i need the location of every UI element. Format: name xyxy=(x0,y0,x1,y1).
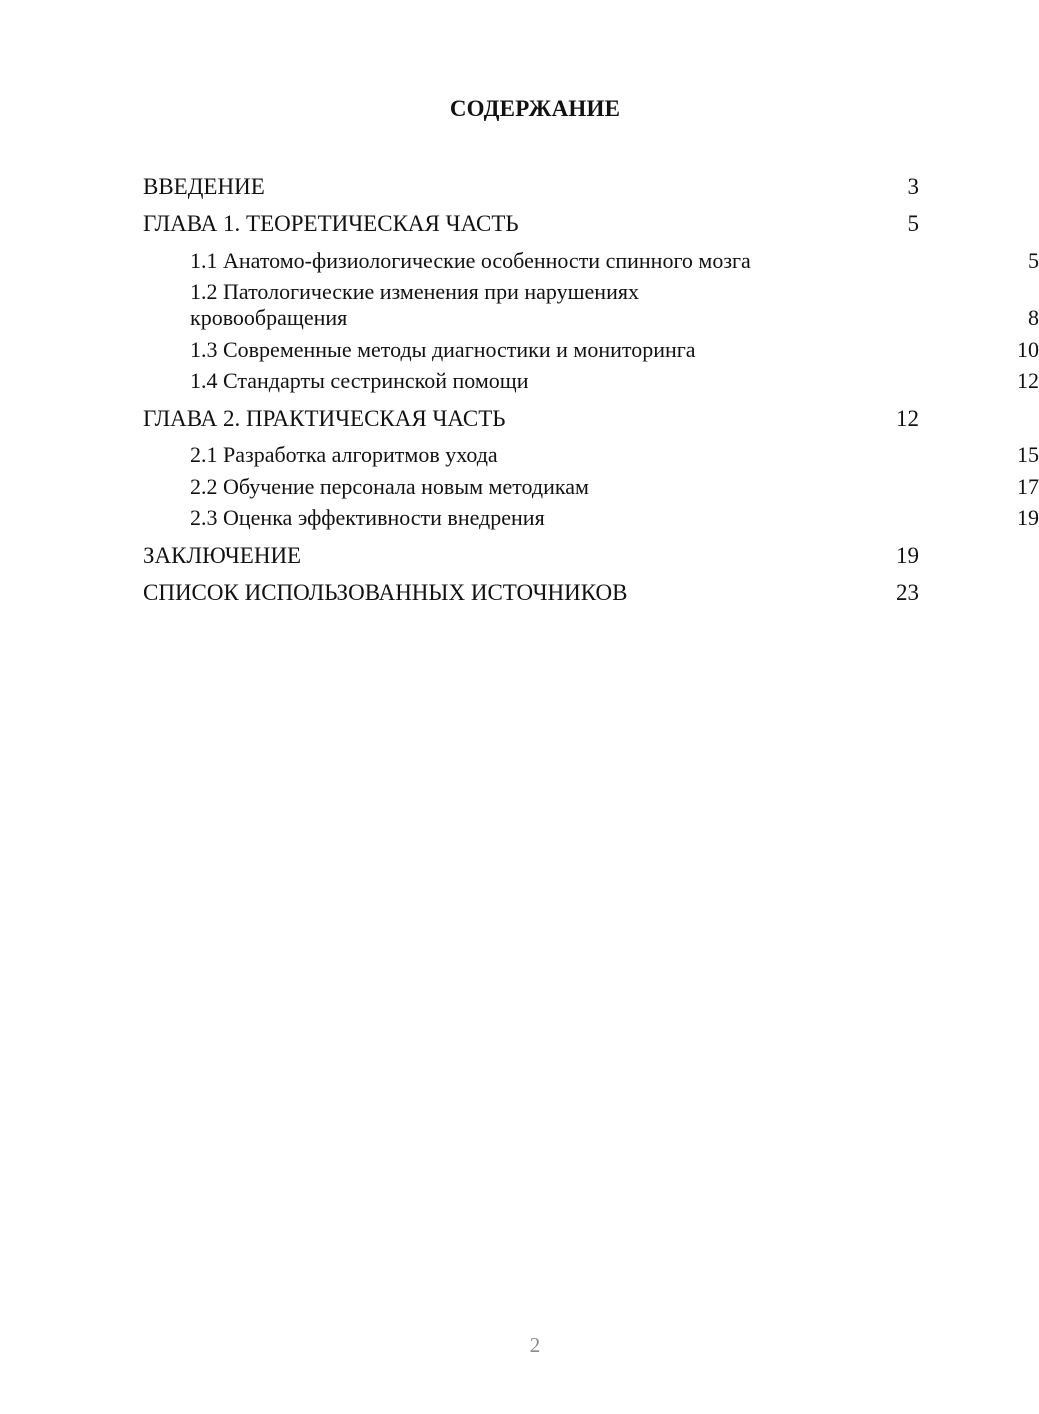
toc-entry-text: 2.2 Обучение персонала новым методикам xyxy=(190,473,589,499)
toc-entry-references xyxy=(143,574,919,611)
toc-entry-section-2-3 xyxy=(143,505,1039,531)
toc-entry-page: 12 xyxy=(896,405,919,431)
toc-entry-page: 12 xyxy=(1017,368,1039,393)
toc-entry-page: 19 xyxy=(896,542,919,568)
toc-entry-page: 19 xyxy=(1017,505,1039,530)
toc-entry-section-1-3 xyxy=(143,336,1039,363)
toc-entry-page: 5 xyxy=(907,211,919,236)
toc-entry-page: 3 xyxy=(907,174,919,199)
toc-title: СОДЕРЖАНИЕ xyxy=(449,96,621,121)
toc-entry-text: СПИСОК ИСПОЛЬЗОВАННЫХ ИСТОЧНИКОВ xyxy=(143,579,628,605)
toc-entry-chapter-1 xyxy=(143,205,919,242)
toc-entry-text: 1.4 Стандарты сестринской помощи xyxy=(190,368,529,393)
toc-entry-page: 17 xyxy=(1017,473,1039,499)
toc-entry-text: 1.1 Анатомо-физиологические особенности спинного мозга xyxy=(190,247,751,273)
toc-entry-page: 8 xyxy=(1028,305,1039,330)
toc-entry-text: 2.3 Оценка эффективности внедрения xyxy=(190,505,545,530)
toc-entry-text: ВВЕДЕНИЕ xyxy=(143,174,265,199)
toc-entry-section-1-2 xyxy=(143,279,1039,331)
toc-entry-section-2-1 xyxy=(143,442,1039,468)
toc-entry-text: ЗАКЛЮЧЕНИЕ xyxy=(143,542,302,568)
toc-entry-text: ГЛАВА 2. ПРАКТИЧЕСКАЯ ЧАСТЬ xyxy=(143,405,506,431)
toc-entry-page: 15 xyxy=(1017,442,1039,467)
toc-entry-section-1-4 xyxy=(143,368,1039,394)
toc-entry-conclusion xyxy=(143,537,919,574)
toc-entry-introduction xyxy=(143,168,919,205)
toc-entry-section-2-2 xyxy=(143,473,1039,500)
toc-entry-chapter-2 xyxy=(143,400,919,437)
page-number: 2 xyxy=(529,1333,541,1357)
toc-entry-page: 5 xyxy=(1028,247,1039,273)
toc-entry-text: 2.1 Разработка алгоритмов ухода xyxy=(190,442,498,467)
toc-entry-text: 1.3 Современные методы диагностики и мониторинга xyxy=(190,336,696,362)
toc-entry-text: 1.2 Патологические изменения при нарушениях кровообращения xyxy=(190,279,639,330)
toc-entry-section-1-1 xyxy=(143,247,1039,274)
toc-entry-page: 23 xyxy=(896,579,919,605)
toc-entry-text: ГЛАВА 1. ТЕОРЕТИЧЕСКАЯ ЧАСТЬ xyxy=(143,211,519,236)
toc-entry-page: 10 xyxy=(1017,336,1039,362)
table-of-contents xyxy=(143,168,1039,611)
